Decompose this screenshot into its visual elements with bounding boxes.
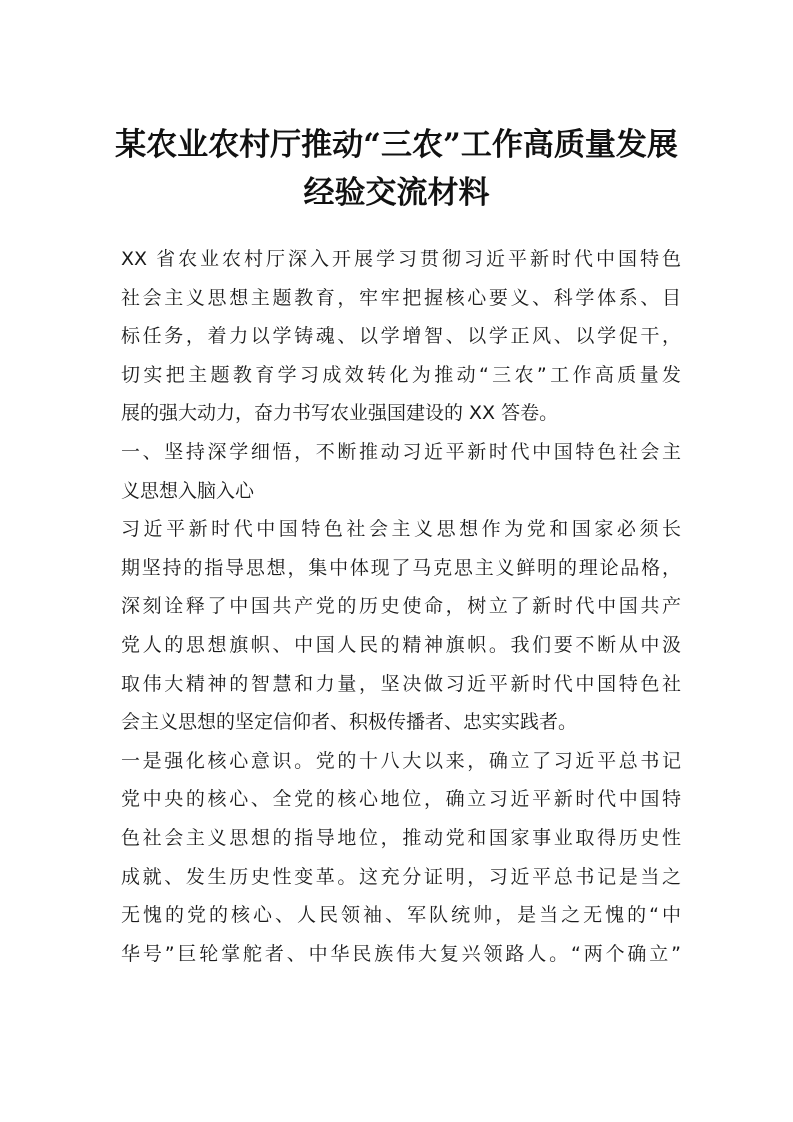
- body-line-section1-5: 取伟大精神的智慧和力量，坚决做习近平新时代中国特色社: [121, 672, 681, 695]
- document-title-line-1: 某农业农村厅推动“三农”工作高质量发展: [115, 127, 678, 163]
- body-line-intro-1: XX 省农业农村厅深入开展学习贯彻习近平新时代中国特色: [121, 248, 681, 270]
- body-line-point1-2: 党中央的核心、全党的核心地位，确立习近平新时代中国特: [121, 788, 681, 811]
- body-line-intro-5: 展的强大动力，奋力书写农业强国建设的 XX 答卷。: [121, 402, 559, 425]
- body-line-point1-4: 成就、发生历史性变革。这充分证明，习近平总书记是当之: [121, 865, 681, 888]
- body-line-point1-5: 无愧的党的核心、人民领袖、军队统帅，是当之无愧的“中: [121, 904, 681, 927]
- body-line-intro-4: 切实把主题教育学习成效转化为推动“三农”工作高质量发: [121, 363, 681, 386]
- body-line-point1-3: 色社会主义思想的指导地位，推动党和国家事业取得历史性: [121, 826, 681, 849]
- document-title-line-2: 经验交流材料: [303, 175, 490, 211]
- body-line-point1-1: 一是强化核心意识。党的十八大以来，确立了习近平总书记: [121, 749, 681, 772]
- document-body: [121, 240, 681, 973]
- body-line-intro-2: 社会主义思想主题教育，牢牢把握核心要义、科学体系、目: [121, 286, 681, 309]
- section-heading-1-line-2: 义思想入脑入心: [121, 479, 255, 502]
- body-line-section1-2: 期坚持的指导思想，集中体现了马克思主义鲜明的理论品格，: [121, 556, 681, 579]
- section-heading-1-line-1: 一、坚持深学细悟，不断推动习近平新时代中国特色社会主: [121, 440, 681, 463]
- body-line-section1-4: 党人的思想旗帜、中国人民的精神旗帜。我们要不断从中汲: [121, 633, 681, 656]
- body-line-section1-1: 习近平新时代中国特色社会主义思想作为党和国家必须长: [121, 518, 681, 541]
- body-line-intro-3: 标任务，着力以学铸魂、以学增智、以学正风、以学促干，: [121, 325, 681, 348]
- body-line-section1-3: 深刻诠释了中国共产党的历史使命，树立了新时代中国共产: [121, 595, 681, 618]
- body-line-section1-6: 会主义思想的坚定信仰者、积极传播者、忠实实践者。: [121, 711, 578, 734]
- body-line-point1-6: 华号”巨轮掌舵者、中华民族伟大复兴领路人。“两个确立”: [121, 942, 681, 965]
